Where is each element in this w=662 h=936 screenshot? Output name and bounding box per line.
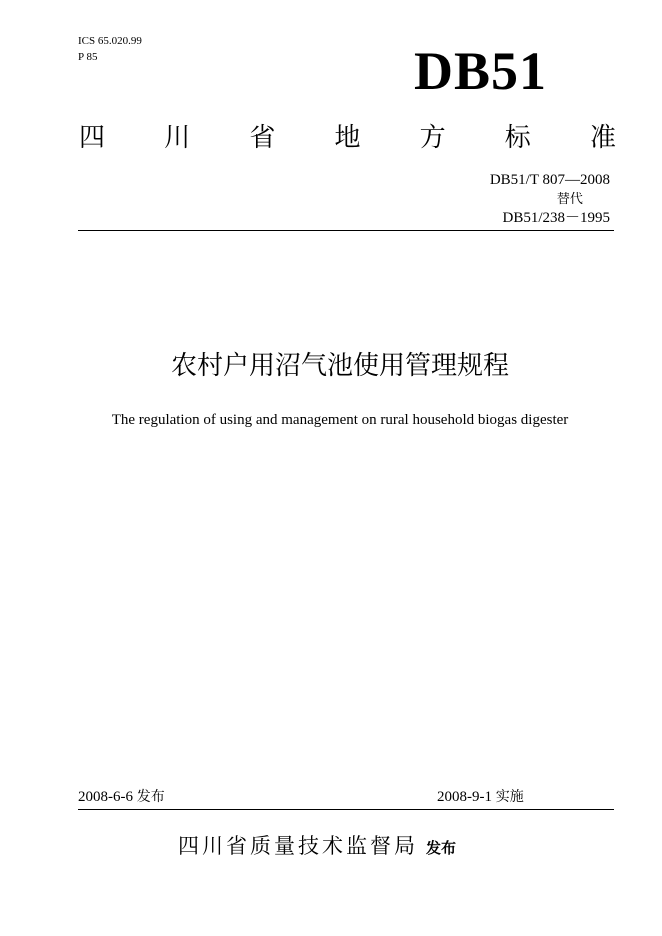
implementation-date: 2008-9-1 (437, 789, 492, 805)
standard-type-char: 方 (419, 123, 446, 153)
standard-type-char: 标 (504, 123, 531, 153)
replaced-standard-number: DB51/238－1995 (502, 210, 610, 226)
replace-label: 替代 (556, 192, 583, 207)
standard-number: DB51/T 807—2008 (489, 172, 610, 188)
standard-type-heading (79, 118, 616, 158)
implementation-date-line (437, 786, 524, 808)
classification-codes (78, 33, 142, 65)
footer-divider (78, 809, 614, 810)
document-title-chinese: 农村户用沼气池使用管理规程 (170, 351, 509, 381)
ics-code: ICS 65.020.99 (78, 35, 142, 47)
header-divider (78, 230, 614, 231)
db51-logo: DB51 (414, 41, 548, 101)
standard-type-char: 四 (79, 123, 106, 153)
ccs-code: P 85 (78, 51, 98, 63)
document-title-english: The regulation of using and management on rural household biogas digester (111, 412, 569, 428)
standard-type-char: 川 (164, 123, 191, 153)
issue-date: 2008-6-6 (78, 789, 133, 805)
issue-label: 发布 (136, 789, 165, 805)
standard-type-char: 准 (589, 123, 616, 153)
issuer-action: 发布 (426, 839, 457, 857)
issue-date-line (78, 786, 165, 808)
standard-type-char: 地 (334, 123, 361, 153)
issuer-organization: 四川省质量技术监督局 (178, 834, 418, 858)
standard-type-char: 省 (249, 123, 276, 153)
issuing-authority (178, 827, 456, 867)
implementation-label: 实施 (495, 789, 524, 805)
standard-number-block (490, 171, 610, 228)
